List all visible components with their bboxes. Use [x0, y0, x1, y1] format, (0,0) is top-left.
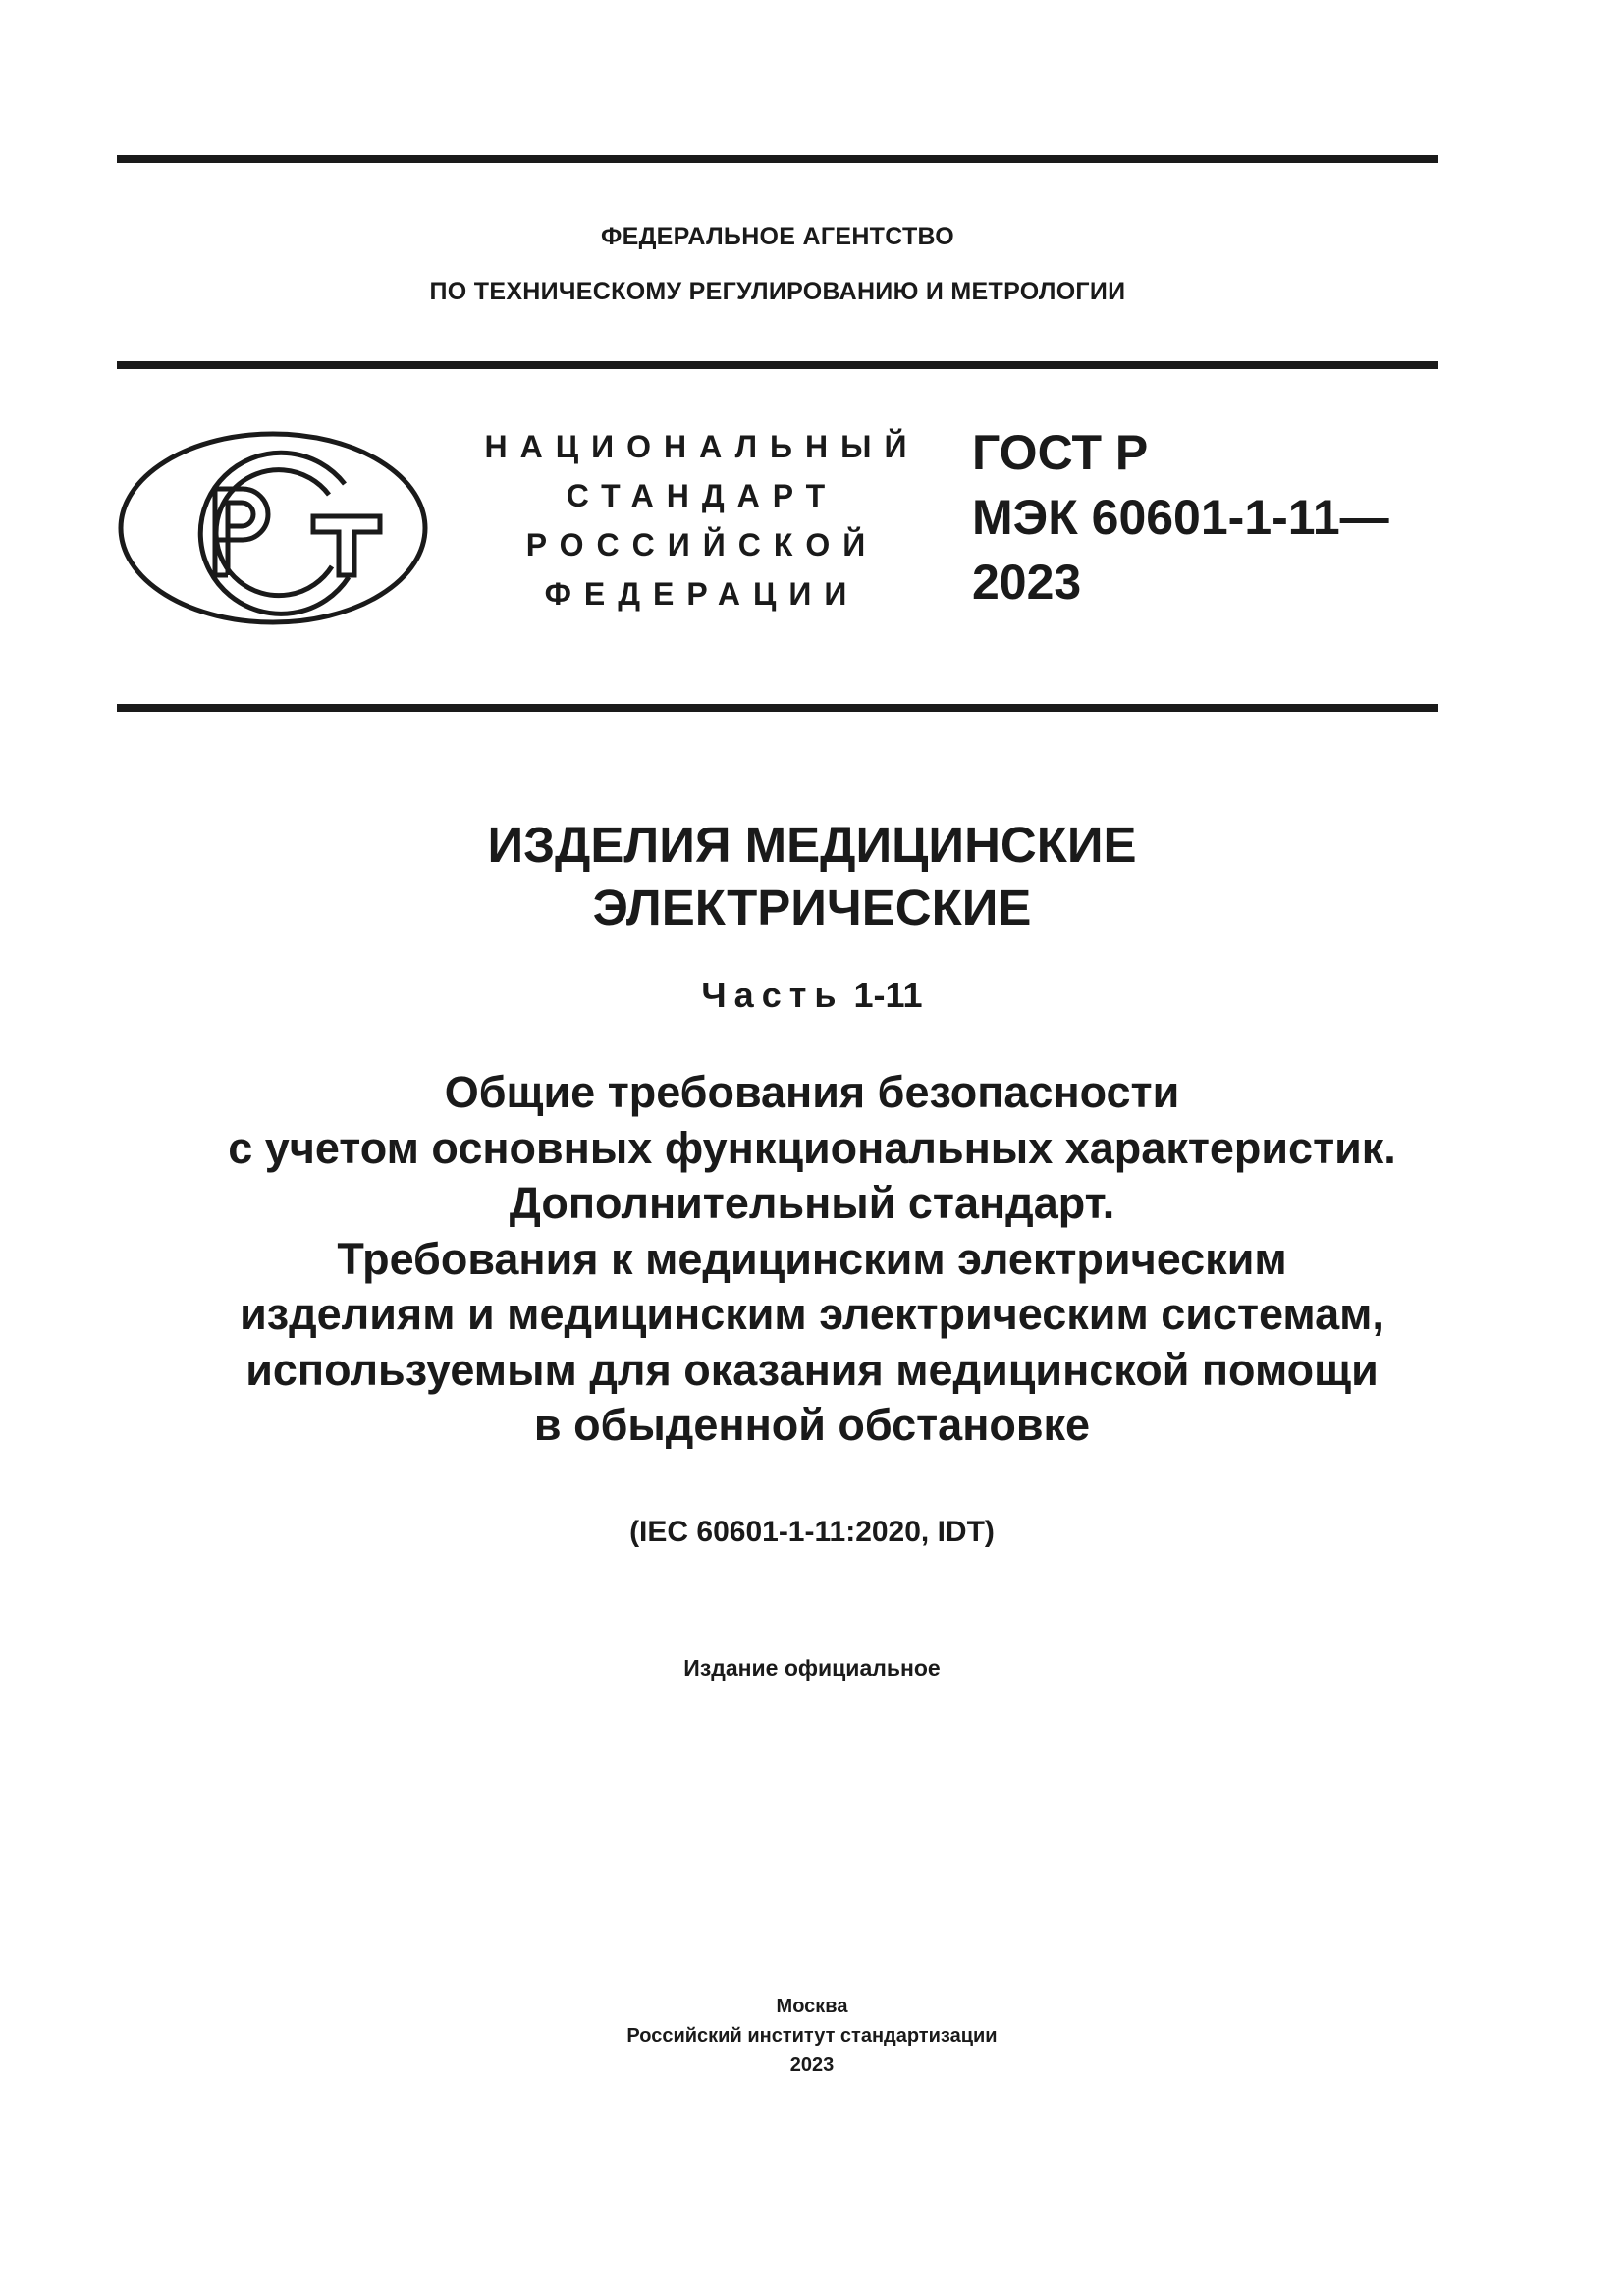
- subtitle-line: Общие требования безопасности: [444, 1067, 1180, 1117]
- agency-line-1: ФЕДЕРАЛЬНОЕ АГЕНТСТВО: [600, 223, 955, 250]
- subtitle-line: Дополнительный стандарт.: [509, 1178, 1115, 1228]
- part-number: 1-11: [853, 975, 923, 1015]
- document-title: [0, 814, 1624, 939]
- national-standard-line: РОССИЙСКОЙ: [525, 527, 879, 562]
- subtitle-line: используемым для оказания медицинской помощи: [245, 1344, 1379, 1395]
- publisher-year: 2023: [789, 2055, 835, 2076]
- national-standard-line: СТАНДАРТ: [566, 478, 839, 513]
- title-line: ЭЛЕКТРИЧЕСКИЕ: [592, 880, 1032, 935]
- national-standard-label: [471, 422, 933, 618]
- publisher-name: Российский институт стандартизации: [626, 2025, 998, 2047]
- top-rule: [117, 155, 1438, 163]
- publisher-city: Москва: [776, 1996, 848, 2017]
- subtitle-line: в обыденной обстановке: [533, 1400, 1091, 1450]
- title-rule: [117, 704, 1438, 712]
- part-label: [0, 975, 1624, 1016]
- agency-line-2: ПО ТЕХНИЧЕСКОМУ РЕГУЛИРОВАНИЮ И МЕТРОЛОГИИ: [429, 278, 1126, 305]
- title-line: ИЗДЕЛИЯ МЕДИЦИНСКИЕ: [487, 817, 1137, 873]
- rst-logo-icon: [117, 430, 429, 626]
- header-rule: [117, 361, 1438, 369]
- designation-line: ГОСТ Р: [972, 425, 1149, 480]
- national-standard-line: ФЕДЕРАЦИИ: [544, 576, 860, 612]
- edition-label: Издание официальное: [683, 1655, 941, 1681]
- subtitle-line: с учетом основных функциональных характеристик.: [228, 1122, 1396, 1173]
- part-word: Часть: [701, 975, 844, 1015]
- document-subtitle: [0, 1065, 1624, 1454]
- national-standard-line: НАЦИОНАЛЬНЫЙ: [484, 429, 920, 464]
- subtitle-line: изделиям и медицинским электрическим системам,: [240, 1289, 1384, 1339]
- subtitle-line: Требования к медицинским электрическим: [337, 1233, 1287, 1284]
- international-reference: (IEC 60601-1-11:2020, IDT): [629, 1516, 995, 1548]
- designation-line: 2023: [972, 555, 1082, 610]
- designation-line: МЭК 60601-1-11—: [972, 490, 1389, 545]
- standard-designation: [972, 420, 1443, 614]
